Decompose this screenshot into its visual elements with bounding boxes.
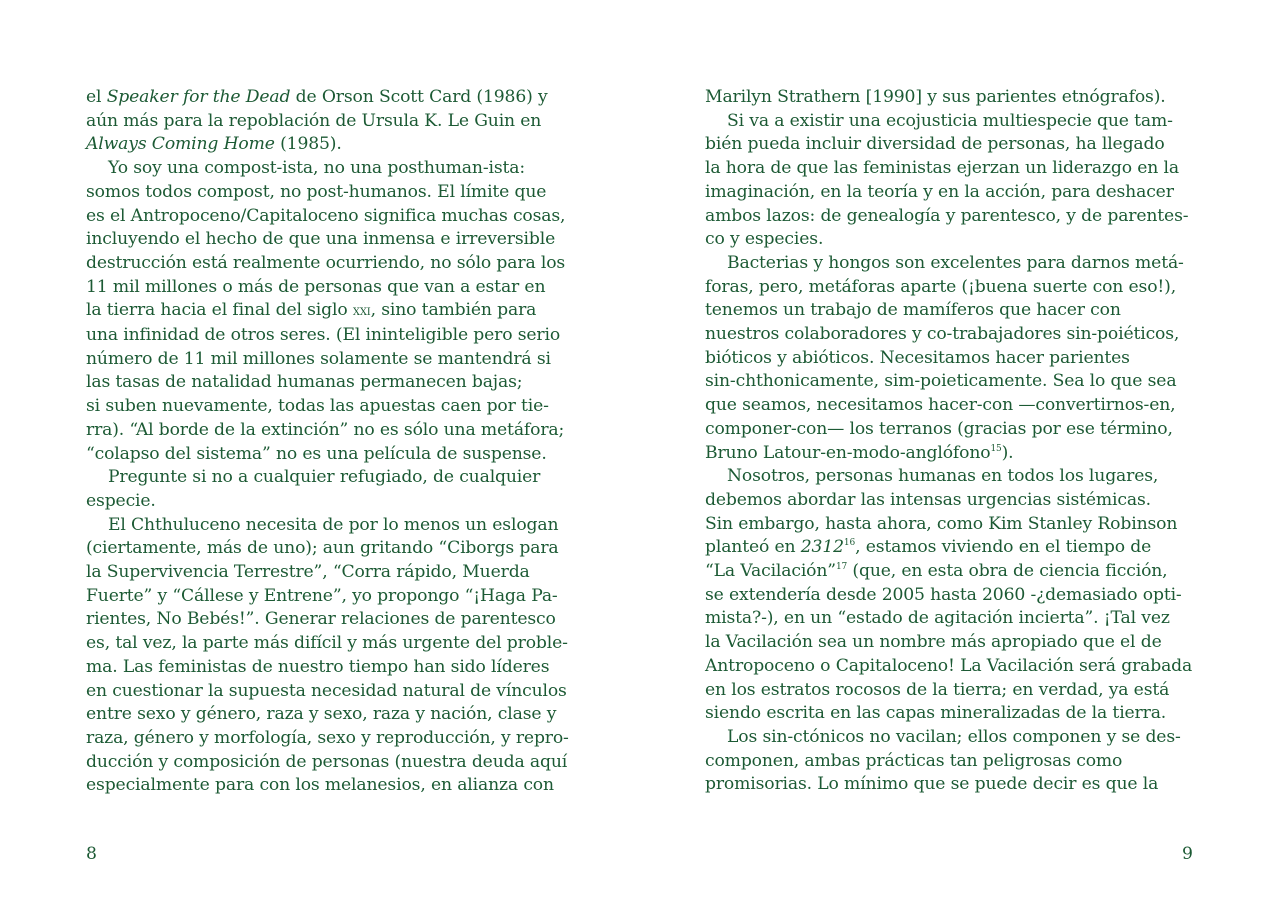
text-line [705, 631, 1205, 655]
italic-run: 2312 [800, 537, 844, 558]
text-run: especie. [86, 490, 156, 511]
text-run: la Supervivencia Terrestre”, “Corra rápido, Muerda [86, 562, 530, 583]
text-run: foras, pero, metáforas aparte (¡buena suerte con eso!), [705, 276, 1177, 297]
text-line [705, 679, 1205, 703]
text-run: Pregunte si no a cualquier refugiado, de cualquier [108, 467, 541, 488]
text-run: bién pueda incluir diversidad de personas, ha llegado [705, 134, 1165, 155]
text-run: mista?-), en un “estado de agitación incierta”. ¡Tal vez [705, 608, 1170, 629]
text-line [705, 252, 1205, 276]
text-run: especialmente para con los melanesios, en alianza con [86, 775, 554, 796]
text-run: las tasas de natalidad humanas permanecen bajas; [86, 372, 523, 393]
text-line [705, 607, 1205, 631]
text-line [86, 537, 586, 561]
text-run: raza, género y morfología, sexo y reproducción, y repro- [86, 727, 569, 748]
text-line [86, 324, 586, 348]
text-line [86, 133, 586, 157]
text-run: Marilyn Strathern [1990] y sus parientes etnógrafos). [705, 87, 1166, 107]
footnote-ref: 15 [990, 443, 1002, 454]
text-line [705, 702, 1205, 726]
text-run: en cuestionar la supuesta necesidad natural de vínculos [86, 680, 567, 701]
text-line [705, 276, 1205, 300]
text-run: nuestros colaboradores y co-trabajadores sin-poiéticos, [705, 324, 1180, 345]
text-line [705, 299, 1205, 323]
text-run: incluyendo el hecho de que una inmensa e irreversible [86, 229, 556, 250]
text-run: , estamos viviendo en el tiempo de [855, 537, 1152, 558]
text-run: tenemos un trabajo de mamíferos que hacer con [705, 300, 1121, 321]
text-run: co y especies. [705, 229, 824, 250]
text-line [705, 489, 1205, 513]
text-line [705, 323, 1205, 347]
text-line [86, 443, 586, 467]
text-run: Bruno Latour-en-modo-anglófono [705, 442, 991, 463]
text-run: ma. Las feministas de nuestro tiempo han sido líderes [86, 656, 550, 677]
text-line [86, 585, 586, 609]
italic-run: Always Coming Home [86, 134, 275, 155]
text-line [86, 608, 586, 632]
text-line [705, 536, 1205, 560]
text-run: la hora de que las feministas ejerzan un liderazgo en la [705, 158, 1179, 179]
text-line [86, 228, 586, 252]
text-line [86, 205, 586, 229]
text-line [86, 419, 586, 443]
text-line [705, 655, 1205, 679]
text-run: destrucción está realmente ocurriendo, no sólo para los [86, 252, 566, 273]
text-line [705, 442, 1205, 466]
text-run: ambos lazos: de genealogía y parentesco, y de parentes- [705, 205, 1189, 226]
text-run: Los sin-ctónicos no vacilan; ellos componen y se des- [727, 726, 1181, 747]
footnote-ref: 17 [835, 562, 848, 573]
text-run: planteó en [705, 537, 801, 558]
text-line [705, 394, 1205, 418]
text-run: sin-chthonicamente, sim-poieticamente. Sea lo que sea [705, 371, 1177, 392]
text-line [86, 490, 586, 514]
text-line [86, 727, 586, 751]
text-run: Fuerte” y “Cállese y Entrene”, yo propongo “¡Haga Pa- [86, 585, 558, 606]
text-run: en los estratos rocosos de la tierra; en verdad, ya está [705, 679, 1170, 700]
text-run: Yo soy una compost-ista, no una posthuman-ista: [108, 158, 525, 179]
text-line [86, 703, 586, 727]
text-run: la tierra hacia el final del siglo [86, 300, 353, 321]
right-page-body [705, 86, 1205, 797]
text-line [86, 680, 586, 704]
text-line [705, 205, 1205, 229]
text-run: Nosotros, personas humanas en todos los lugares, [727, 466, 1159, 487]
text-line [86, 774, 586, 798]
text-run: rra). “Al borde de la extinción” no es sólo una metáfora; [86, 419, 565, 440]
text-run: número de 11 mil millones solamente se mantendrá si [86, 348, 551, 369]
text-run: es el Antropoceno/Capitaloceno significa muchas cosas, [86, 205, 566, 226]
text-run: rientes, No Bebés!”. Generar relaciones de parentesco [86, 609, 556, 630]
text-run: es, tal vez, la parte más difícil y más urgente del proble- [86, 633, 568, 654]
text-line [86, 299, 586, 324]
text-run: aún más para la repoblación de Ursula K. Le Guin en [86, 110, 542, 131]
text-run: Bacterias y hongos son excelentes para darnos metá- [727, 252, 1184, 273]
text-line [86, 181, 586, 205]
text-run: imaginación, en la teoría y en la acción, para deshacer [705, 181, 1174, 202]
text-run: componen, ambas prácticas tan peligrosas como [705, 750, 1123, 771]
text-line [705, 773, 1205, 797]
text-run: somos todos compost, no post-humanos. El límite que [86, 181, 547, 202]
text-run: se extendería desde 2005 hasta 2060 -¿demasiado opti- [705, 584, 1182, 605]
text-line [86, 751, 586, 775]
text-run: El Chthuluceno necesita de por lo menos un eslogan [108, 514, 559, 535]
text-run: el [86, 87, 107, 107]
text-run: Si va a existir una ecojusticia multiespecie que tam- [727, 110, 1173, 131]
text-line [705, 181, 1205, 205]
text-run: bióticos y abióticos. Necesitamos hacer parientes [705, 347, 1130, 368]
text-run: “La Vacilación” [705, 561, 836, 582]
text-run: Sin embargo, hasta ahora, como Kim Stanley Robinson [705, 513, 1178, 534]
small-caps-run: xxi [352, 303, 371, 320]
text-line [86, 632, 586, 656]
text-line [705, 370, 1205, 394]
text-line [86, 110, 586, 134]
text-line [705, 560, 1205, 584]
footnote-ref: 16 [843, 538, 856, 549]
text-run: promisorias. Lo mínimo que se puede decir es que la [705, 774, 1159, 795]
text-run: que seamos, necesitamos hacer-con —convertirnos-en, [705, 395, 1176, 416]
text-run: ducción y composición de personas (nuestra deuda aquí [86, 751, 568, 772]
text-line [705, 133, 1205, 157]
italic-run: Speaker for the Dead [106, 87, 291, 107]
right-page-number: 9 [1182, 844, 1193, 864]
text-line [86, 348, 586, 372]
text-line [705, 86, 1205, 110]
text-line [86, 466, 586, 490]
text-run: la Vacilación sea un nombre más apropiado que el de [705, 632, 1162, 653]
text-run: si suben nuevamente, todas las apuestas caen por tie- [86, 396, 549, 417]
text-run: (1985). [274, 134, 342, 155]
text-run: 11 mil millones o más de personas que van a estar en [86, 276, 546, 297]
text-line [705, 157, 1205, 181]
text-line [705, 584, 1205, 608]
text-run: de Orson Scott Card (1986) y [290, 87, 548, 107]
left-page-body [86, 86, 586, 798]
text-line [86, 395, 586, 419]
text-line [86, 371, 586, 395]
left-page-number: 8 [86, 844, 97, 864]
text-line [705, 347, 1205, 371]
text-run: (ciertamente, más de uno); aun gritando “Ciborgs para [86, 538, 559, 559]
text-run: , sino también para [370, 300, 537, 321]
text-line [705, 418, 1205, 442]
text-run: entre sexo y género, raza y sexo, raza y nación, clase y [86, 704, 557, 725]
text-line [86, 252, 586, 276]
text-run: Antropoceno o Capitaloceno! La Vacilación será grabada [705, 655, 1193, 676]
text-run: componer-con— los terranos (gracias por ese término, [705, 418, 1173, 439]
text-run: siendo escrita en las capas mineralizadas de la tierra. [705, 703, 1167, 724]
text-line [86, 656, 586, 680]
text-line [86, 514, 586, 538]
text-line [705, 750, 1205, 774]
text-run: (que, en esta obra de ciencia ficción, [847, 561, 1168, 582]
text-line [705, 228, 1205, 252]
text-line [705, 726, 1205, 750]
text-line [86, 276, 586, 300]
text-run: “colapso del sistema” no es una película de suspense. [86, 443, 547, 464]
text-line [705, 110, 1205, 134]
text-line [86, 86, 586, 110]
text-line [86, 157, 586, 181]
text-run: una infinidad de otros seres. (El ininteligible pero serio [86, 325, 561, 346]
text-line [86, 561, 586, 585]
text-line [705, 513, 1205, 537]
text-run: debemos abordar las intensas urgencias sistémicas. [705, 489, 1151, 510]
text-line [705, 465, 1205, 489]
text-run: ). [1001, 442, 1014, 463]
